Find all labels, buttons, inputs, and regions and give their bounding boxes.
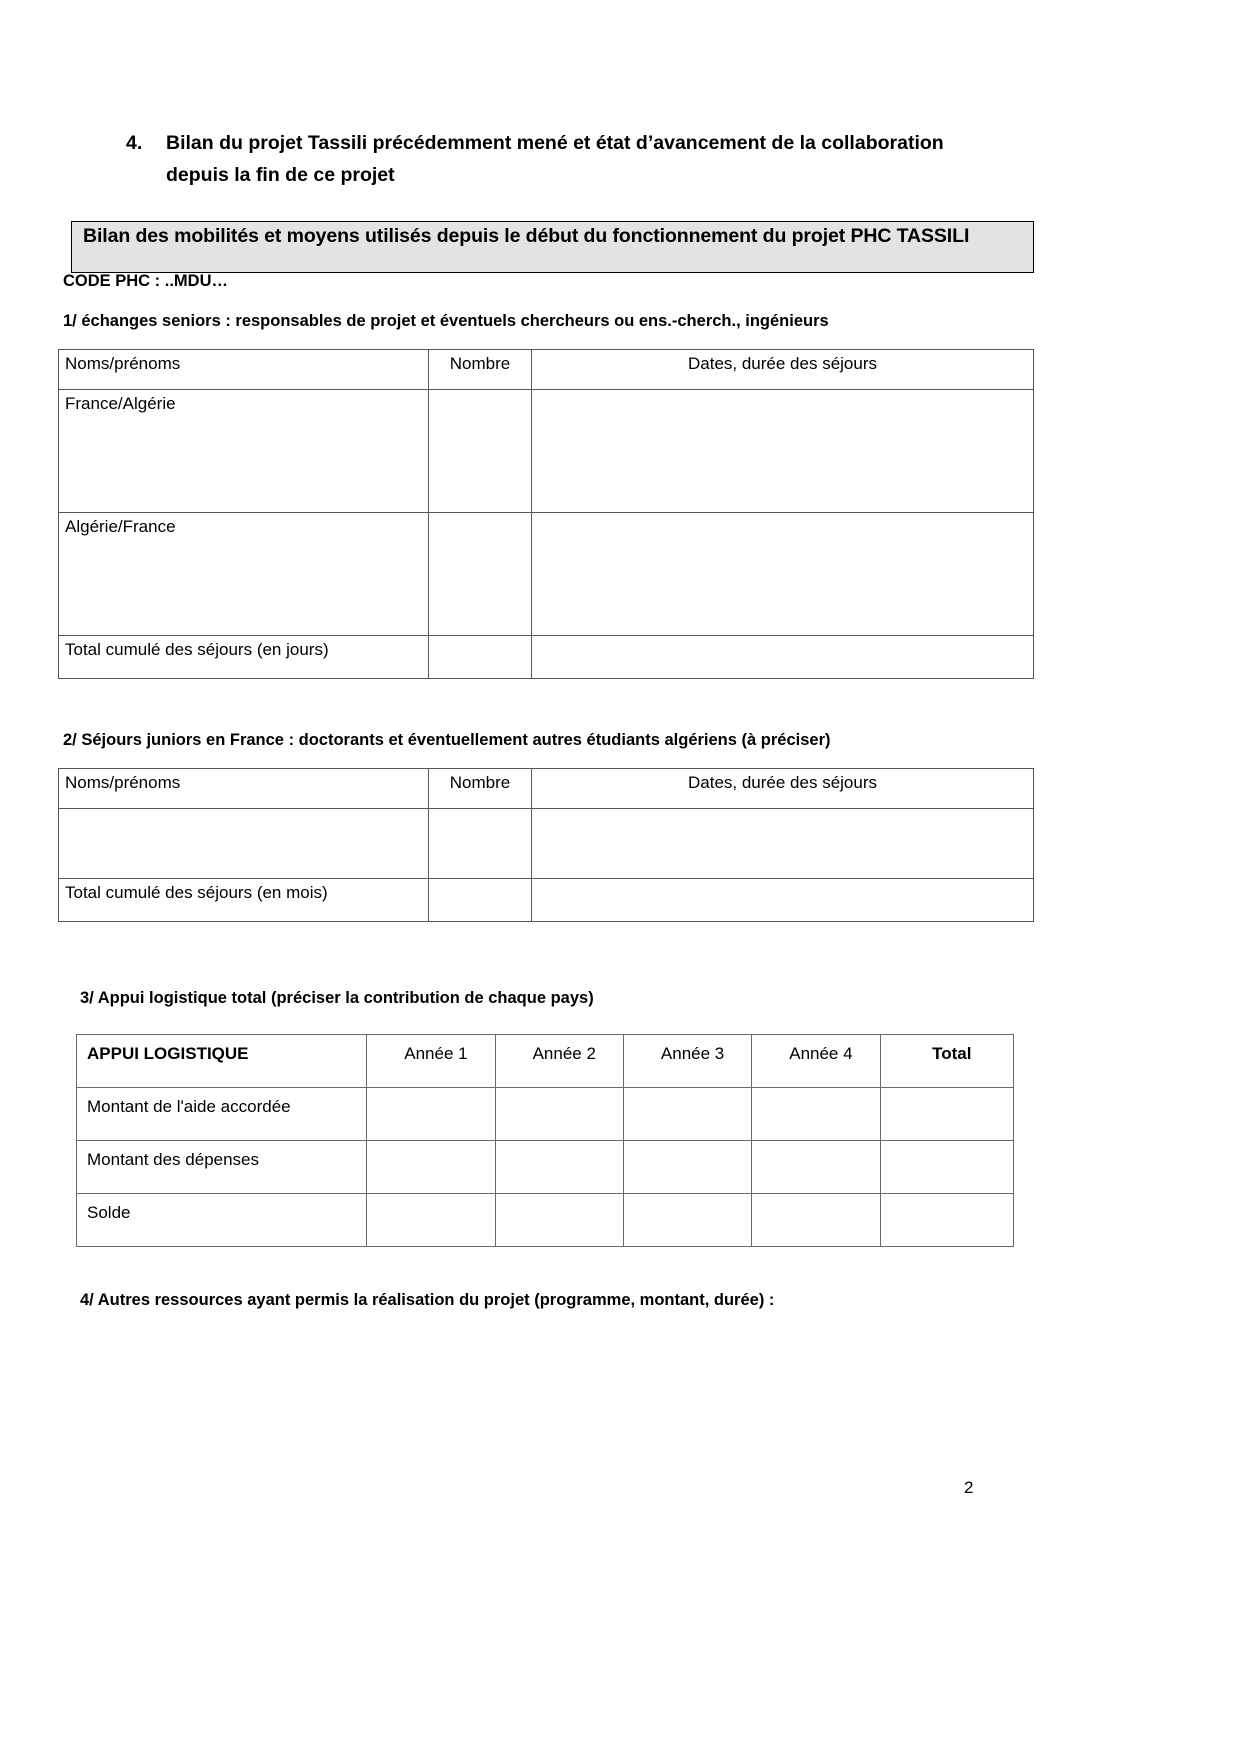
t3-row2-y2[interactable]: [495, 1194, 623, 1247]
table-row: [59, 809, 1034, 879]
t3-header-total: Total: [880, 1035, 1013, 1088]
t1-row2-nombre[interactable]: [429, 636, 532, 679]
t1-row0-dates[interactable]: [532, 390, 1034, 513]
t3-row1-y2[interactable]: [495, 1141, 623, 1194]
t3-header-year-1: Année 1: [367, 1035, 495, 1088]
t3-row1-y4[interactable]: [752, 1141, 880, 1194]
page-number: 2: [964, 1478, 974, 1497]
t3-row1-total[interactable]: [880, 1141, 1013, 1194]
t1-row0-label[interactable]: France/Algérie: [59, 390, 429, 513]
t3-header-year-4: Année 4: [752, 1035, 880, 1088]
t3-header-year-2: Année 2: [495, 1035, 623, 1088]
t2-row1-dates[interactable]: [532, 879, 1034, 922]
t3-row0-y1[interactable]: [367, 1088, 495, 1141]
seniors-exchanges-table: [58, 349, 1034, 679]
table-row: [59, 636, 1034, 679]
t2-row1-nombre[interactable]: [429, 879, 532, 922]
t2-row0-nombre[interactable]: [429, 809, 532, 879]
t2-header-nombre: Nombre: [429, 769, 532, 809]
t3-row2-y1[interactable]: [367, 1194, 495, 1247]
t1-row2-label[interactable]: Total cumulé des séjours (en jours): [59, 636, 429, 679]
title-bar-label: Bilan des mobilités et moyens utilisés depuis le début du fonctionnement du projet PHC TASSILI: [83, 225, 970, 247]
t1-row1-dates[interactable]: [532, 513, 1034, 636]
t1-row1-nombre[interactable]: [429, 513, 532, 636]
logistic-support-table: [76, 1034, 1014, 1247]
heading-text-wrapper: [166, 128, 1006, 191]
table-row: [59, 879, 1034, 922]
t3-row2-y3[interactable]: [623, 1194, 751, 1247]
heading-line-2: depuis la fin de ce projet: [166, 163, 395, 186]
t3-row2-label[interactable]: Solde: [77, 1194, 367, 1247]
t2-header-dates: Dates, durée des séjours: [532, 769, 1034, 809]
table-row: [59, 513, 1034, 636]
t3-row1-y1[interactable]: [367, 1141, 495, 1194]
t1-row1-label[interactable]: Algérie/France: [59, 513, 429, 636]
t3-header-title: APPUI LOGISTIQUE: [77, 1035, 367, 1088]
t3-header-year-3: Année 3: [623, 1035, 751, 1088]
table-row: [59, 390, 1034, 513]
table-header-row: [77, 1035, 1014, 1088]
t3-row0-y2[interactable]: [495, 1088, 623, 1141]
t3-row2-total[interactable]: [880, 1194, 1013, 1247]
heading-line-1: Bilan du projet Tassili précédemment mené et état d’avancement de la collaboration: [166, 132, 944, 154]
t3-row2-y4[interactable]: [752, 1194, 880, 1247]
section-2-label: 2/ Séjours juniors en France : doctorants et éventuellement autres étudiants algériens (à préciser): [63, 731, 831, 749]
t1-header-dates: Dates, durée des séjours: [532, 350, 1034, 390]
t3-row1-label[interactable]: Montant des dépenses: [77, 1141, 367, 1194]
heading-row: [126, 128, 1006, 191]
title-bar: [71, 221, 1034, 273]
section-1-label: 1/ échanges seniors : responsables de projet et éventuels chercheurs ou ens.-cherch., ingénieurs: [63, 312, 829, 330]
t3-row0-y4[interactable]: [752, 1088, 880, 1141]
t2-header-noms: Noms/prénoms: [59, 769, 429, 809]
t1-header-nombre: Nombre: [429, 350, 532, 390]
table-header-row: [59, 769, 1034, 809]
code-phc-line: CODE PHC : ..MDU…: [63, 272, 228, 290]
t3-row1-y3[interactable]: [623, 1141, 751, 1194]
t3-row0-label[interactable]: Montant de l'aide accordée: [77, 1088, 367, 1141]
table-header-row: [59, 350, 1034, 390]
t1-row2-dates[interactable]: [532, 636, 1034, 679]
section-3-label: 3/ Appui logistique total (préciser la contribution de chaque pays): [80, 989, 594, 1007]
table-row: [77, 1088, 1014, 1141]
heading-number: 4.: [126, 132, 143, 154]
table-row: [77, 1194, 1014, 1247]
t2-row0-label[interactable]: [59, 809, 429, 879]
table-row: [77, 1141, 1014, 1194]
t1-header-noms: Noms/prénoms: [59, 350, 429, 390]
junior-stays-table: [58, 768, 1034, 922]
t2-row1-label[interactable]: Total cumulé des séjours (en mois): [59, 879, 429, 922]
t2-row0-dates[interactable]: [532, 809, 1034, 879]
section-heading-4: [126, 128, 1006, 191]
t3-row0-total[interactable]: [880, 1088, 1013, 1141]
section-4-label: 4/ Autres ressources ayant permis la réalisation du projet (programme, montant, durée) :: [80, 1291, 775, 1309]
t1-row0-nombre[interactable]: [429, 390, 532, 513]
t3-row0-y3[interactable]: [623, 1088, 751, 1141]
